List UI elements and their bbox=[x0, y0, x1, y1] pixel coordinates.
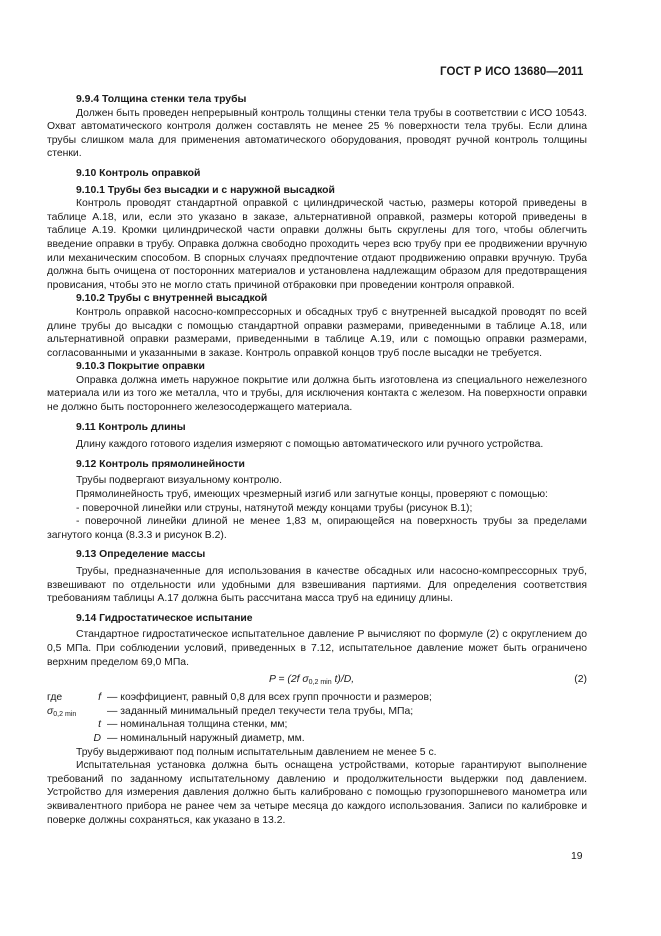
section-heading-9-10: 9.10 Контроль оправкой bbox=[76, 167, 201, 179]
legend-row bbox=[47, 718, 587, 732]
page-number: 19 bbox=[571, 851, 583, 862]
paragraph: Контроль проводят стандартной оправкой с цилиндрической частью, размеры которой приведены в таблице А.18, или, если это указано в заказе, альтернативной оправкой, размеры которой приведены в таблице А.19. Кромки цилиндрической части оправки должны быть скруглены для того, чтобы облегчить введение оправки в трубу. Оправка должна свободно проходить через всю трубу при ее продвижении вручную или механическим способом. В спорных случаях предпочтение отдают продвижению оправки вручную. Труба должна быть очищена от посторонних материалов и установлена надлежащим образом для предотвращения провисания, чтобы это не могло стать причиной отбраковки при проведении контроля оправкой. bbox=[47, 198, 587, 291]
formula-expression: P = (2f $\sigma_{0,2 min}$ t)/D, bbox=[269, 674, 355, 687]
legend-text: — номинальная толщина стенки, мм; bbox=[107, 719, 288, 731]
list-item: - поверочной линейки или струны, натянутой между концами трубы (рисунок В.1); bbox=[76, 502, 473, 514]
standard-designation: ГОСТ Р ИСО 13680—2011 bbox=[440, 66, 584, 78]
legend-text: — номинальный наружный диаметр, мм. bbox=[107, 732, 305, 744]
section-heading-9-14: 9.14 Гидростатическое испытание bbox=[76, 612, 253, 624]
legend-row bbox=[47, 732, 587, 746]
legend-row bbox=[47, 691, 587, 705]
legend-text: — коэффициент, равный 0,8 для всех групп прочности и размеров; bbox=[107, 692, 432, 704]
paragraph: Трубы подвергают визуальному контролю. bbox=[76, 475, 282, 487]
symbol-f: f bbox=[98, 692, 101, 704]
section-heading-9-9-4: 9.9.4 Толщина стенки тела трубы bbox=[76, 94, 247, 105]
paragraph: Испытательная установка должна быть оснащена устройствами, которые гарантируют выполнение требований по заданному испытательному давлению и продолжительности выдержки под давлением. Устройство для измерения давления должно быть калибровано с помощью грузопоршневого манометра или эквивалентного прибора не ранее чем за четыре месяца до каждого использования. Записи по калибровке и поверке должны сохраняться, как указано в 13.2. bbox=[47, 760, 587, 826]
paragraph: Оправка должна иметь наружное покрытие или должна быть изготовлена из специального нежелезного материала или из того же металла, что и трубы, для исключения контакта с железом. На поверхности оправки не должно быть постороннего железосодержащего материала. bbox=[47, 374, 587, 414]
paragraph: Длину каждого готового изделия измеряют с помощью автоматического или ручного устройства. bbox=[76, 439, 544, 451]
paragraph: Трубы, предназначенные для использования в качестве обсадных или насосно-компрессорных труб, взвешивают по отдельности или удобными для взвешивания партиями. Для определения соответствия требованиям таблицы А.17 должна быть рассчитана масса труб на единицу длины. bbox=[47, 566, 587, 605]
paragraph: Прямолинейность труб, имеющих чрезмерный изгиб или загнутые концы, проверяют с помощью: bbox=[76, 489, 548, 501]
where-label: где bbox=[47, 692, 63, 704]
legend-text: — заданный минимальный предел текучести тела трубы, МПа; bbox=[107, 705, 414, 717]
page-content bbox=[47, 93, 587, 827]
formula-2 bbox=[47, 673, 587, 689]
section-heading-9-13: 9.13 Определение массы bbox=[76, 549, 206, 561]
section-heading-9-10-2: 9.10.2 Трубы с внутренней высадкой bbox=[76, 293, 268, 305]
section-heading-9-10-3: 9.10.3 Покрытие оправки bbox=[76, 361, 205, 373]
legend-row bbox=[47, 705, 587, 719]
section-heading-9-11: 9.11 Контроль длины bbox=[76, 421, 186, 433]
symbol-d: D bbox=[93, 732, 101, 744]
symbol-t: t bbox=[98, 719, 101, 731]
symbol-sigma: $\sigma_{0,2 min}$ bbox=[47, 705, 77, 718]
paragraph: Контроль оправкой насосно-компрессорных и обсадных труб с внутренней высадкой проводят по всей длине трубы до высадки с помощью стандартной оправки размерами, приведенными в таблице А.18, или альтернативной оправки размерами, приведенными в таблице А.19, или с помощью оправки размерами, согласованными и указанными в заказе. Контроль оправкой концов труб после высадки не требуется. bbox=[47, 306, 587, 359]
section-heading-9-12: 9.12 Контроль прямолинейности bbox=[76, 458, 245, 470]
formula-number: (2) bbox=[574, 674, 587, 686]
list-item: - поверочной линейки длиной не менее 1,83 м, опирающейся на поверхность трубы за пределами загнутого конца (8.3.3 и рисунок В.2). bbox=[47, 516, 587, 541]
paragraph: Стандартное гидростатическое испытательное давление P вычисляют по формуле (2) с округлением до 0,5 МПа. При соблюдении условий, приведенных в 7.12, испытательное давление может быть ограничено верхним пределом 69,0 МПа. bbox=[47, 629, 587, 668]
section-heading-9-10-1: 9.10.1 Трубы без высадки и с наружной высадкой bbox=[76, 184, 335, 196]
paragraph: Трубу выдерживают под полным испытательным давлением не менее 5 с. bbox=[76, 746, 437, 758]
paragraph: Должен быть проведен непрерывный контроль толщины стенки тела трубы в соответствии с ИСО 10543. Охват автоматического контроля должен составлять не менее 25 % поверхности тела трубы. Если длина трубы слишком мала для применения автоматического оборудования, проводят ручной контроль толщины стенки. bbox=[47, 107, 587, 160]
